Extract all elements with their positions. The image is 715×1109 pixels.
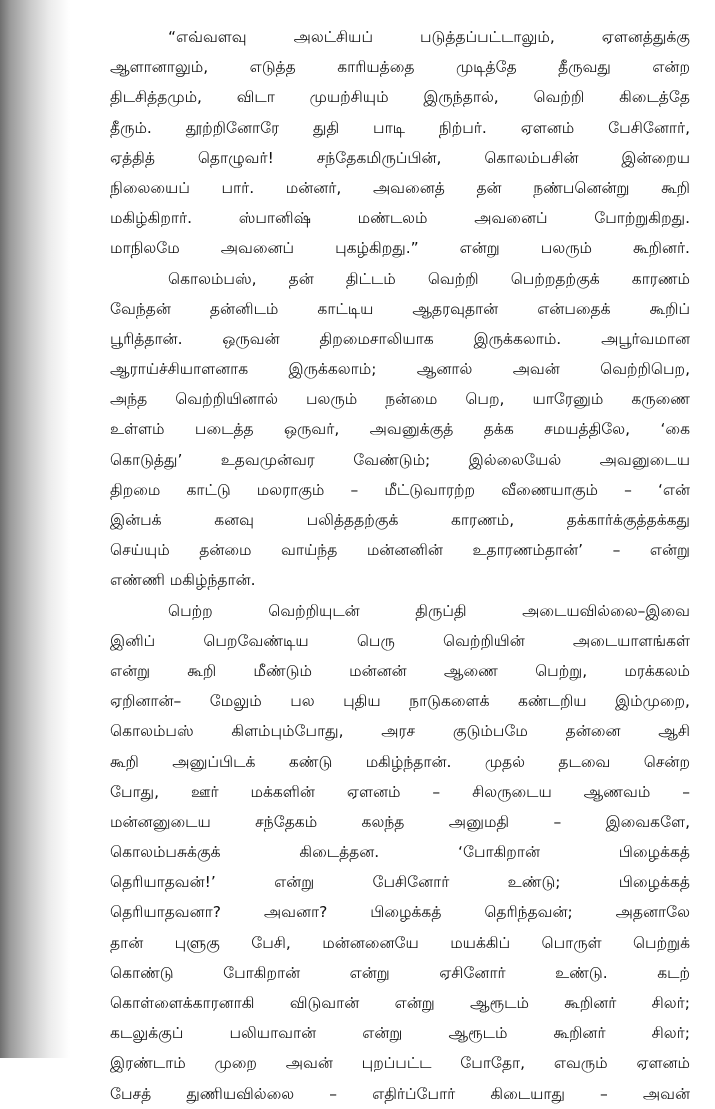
text-line: எண்ணி மகிழ்ந்தான். — [110, 571, 256, 590]
text-line: இனிப் பெறவேண்டிய பெரு வெற்றியின் அடையாளங்கள் — [110, 631, 690, 650]
text-line: கொள்ளைக்காரனாகி விடுவான் என்று ஆரூடம் கூறினர் சிலர்; — [110, 994, 690, 1012]
text-line: தீரும். தூற்றினோரே துதி பாடி நிற்பர். ஏளனம் பேசினோர், — [110, 118, 690, 137]
paragraph-2 — [110, 264, 690, 596]
text-line: இன்பக் கனவு பலித்ததற்குக் காரணம், தக்கார்க்குத்தக்கது — [110, 511, 690, 529]
text-line: ஆராய்ச்சியாளனாக இருக்கலாம்; ஆனால் அவன் வெற்றிபெற, — [110, 360, 690, 379]
text-line: திடசித்தமும், விடா முயற்சியும் இருந்தால், வெற்றி கிடைத்தே — [110, 88, 690, 107]
text-line: தான் புளுகு பேசி, மன்னனையே மயக்கிப் பொருள் பெற்றுக் — [110, 933, 690, 952]
text-line: கூறி அனுப்பிடக் கண்டு மகிழ்ந்தான். முதல் தடவை சென்ற — [110, 752, 690, 771]
text-line: அந்த வெற்றியினால் பலரும் நன்மை பெற, யாரேனும் கருணை — [110, 390, 690, 409]
text-line: திறமை காட்டு மலராகும் – மீட்டுவாரற்ற வீணையாகும் – ‘என் — [110, 480, 690, 499]
text-line: தெரியாதவன்!’ என்று பேசினோர் உண்டு; பிழைக்கத் — [110, 873, 690, 892]
text-line: ஏறினான்– மேலும் பல புதிய நாடுகளைக் கண்டறிய இம்முறை, — [110, 692, 690, 711]
text-line: பூரித்தான். ஒருவன் திறமைசாலியாக இருக்கலாம். அபூர்வமான — [110, 329, 690, 348]
text-line: வேந்தன் தன்னிடம் காட்டிய ஆதரவுதான் என்பதைக் கூறிப் — [110, 299, 690, 318]
paragraph-1 — [110, 22, 690, 264]
text-line: “எவ்வளவு அலட்சியப் படுத்தப்பட்டாலும், ஏளனத்துக்கு — [168, 28, 690, 46]
text-line: பெற்ற வெற்றியுடன் திருப்தி அடையவில்லை–இவை — [168, 601, 690, 620]
document-page — [110, 22, 690, 1109]
text-line: தெரியாதவனா? அவனா? பிழைக்கத் தெரிந்தவன்; அதனாலே — [110, 903, 690, 922]
text-line: கொலம்பஸ் கிளம்பும்போது, அரச குடும்பமே தன்னை ஆசி — [110, 722, 690, 741]
text-line: கடலுக்குப் பலியாவான் என்று ஆரூடம் கூறினர் சிலர்; — [110, 1024, 690, 1043]
text-line: கொலம்பசுக்குக் கிடைத்தன. ‘போகிறான் பிழைக்கத் — [110, 843, 690, 862]
text-line: கொலம்பஸ், தன் திட்டம் வெற்றி பெற்றதற்குக் காரணம் — [168, 269, 690, 288]
text-line: உள்ளம் படைத்த ஒருவர், அவனுக்குத் தக்க சமயத்திலே, ‘கை — [110, 420, 690, 439]
text-line: கொண்டு போகிறான் என்று ஏசினோர் உண்டு. கடற் — [110, 963, 690, 982]
text-line: பேசத் துணியவில்லை – எதிர்ப்போர் கிடையாது – அவன் — [110, 1084, 690, 1103]
page-spine-shadow — [0, 0, 70, 1058]
text-line: ஆளானாலும், எடுத்த காரியத்தை முடித்தே தீருவது என்ற — [110, 58, 690, 77]
text-line: என்று கூறி மீண்டும் மன்னன் ஆணை பெற்று, மரக்கலம் — [110, 661, 690, 680]
text-line: இரண்டாம் முறை அவன் புறப்பட்ட போதோ, எவரும் ஏளனம் — [110, 1054, 690, 1073]
text-line: மன்னனுடைய சந்தேகம் கலந்த அனுமதி – இவைகளே, — [110, 812, 690, 831]
paragraph-3 — [110, 596, 690, 1109]
text-line: மாநிலமே அவனைப் புகழ்கிறது.” என்று பலரும் கூறினர். — [110, 239, 690, 258]
text-line: மகிழ்கிறார். ஸ்பானிஷ் மண்டலம் அவனைப் போற்றுகிறது. — [110, 209, 690, 228]
text-line: போது, ஊர் மக்களின் ஏளனம் – சிலருடைய ஆணவம் – — [110, 782, 690, 801]
text-line: நிலையைப் பார். மன்னர், அவனைத் தன் நண்பனென்று கூறி — [110, 178, 690, 197]
text-line: ஏத்தித் தொழுவர்! சந்தேகமிருப்பின், கொலம்பசின் இன்றைய — [110, 148, 690, 167]
text-line: கொடுத்து’ உதவமுன்வர வேண்டும்; இல்லையேல் அவனுடைய — [110, 450, 690, 469]
text-line: செய்யும் தன்மை வாய்ந்த மன்னனின் உதாரணம்தான்’ – என்று — [110, 541, 690, 560]
